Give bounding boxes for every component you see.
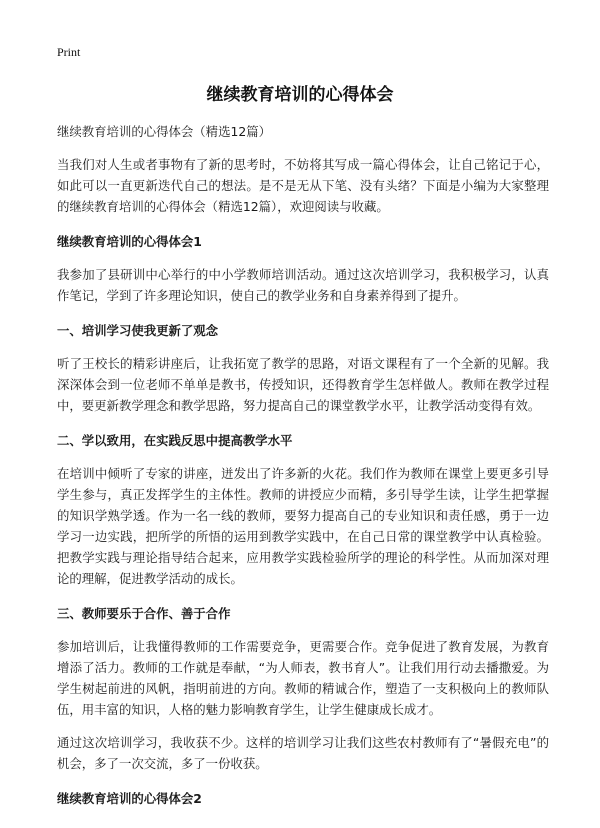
paragraph: 通过这次培训学习，我收获不少。这样的培训学习让我们这些农村教师有了“暑假充电”的机会，多了一次交流，多了一份收获。 [57,735,549,771]
point-heading: 三、教师要乐于合作、善于合作 [57,606,231,621]
section-heading: 继续教育培训的心得体会2 [57,791,202,806]
intro-paragraph: 当我们对人生或者事物有了新的思考时，不妨将其写成一篇心得体会，让自己铭记于心，如此可以一直更新迭代自己的想法。是不是无从下笔、没有头绪？下面是小编为大家整理的继续教育培训的心得体会（精选12篇），欢迎阅读与收藏。 [57,157,549,214]
point-heading: 二、学以致用，在实践反思中提高教学水平 [57,433,293,448]
print-link[interactable]: Print [57,45,81,59]
point-heading: 一、培训学习使我更新了观念 [57,323,219,338]
document-body [57,121,549,809]
section-heading: 继续教育培训的心得体会1 [57,234,202,249]
paragraph: 我参加了县研训中心举行的中小学教师培训活动。通过这次培训学习，我积极学习，认真作笔记，学到了许多理论知识，使自己的教学业务和自身素养得到了提升。 [57,267,549,303]
paragraph: 听了王校长的精彩讲座后，让我拓宽了教学的思路，对语文课程有了一个全新的见解。我深深体会到一位老师不单单是教书，传授知识，还得教育学生怎样做人。教师在教学过程中，要更新教学理念和教学思路，努力提高自己的课堂教学水平，让教学活动变得有效。 [57,356,549,413]
subtitle: 继续教育培训的心得体会（精选12篇） [57,124,272,139]
paragraph: 参加培训后，让我懂得教师的工作需要竞争，更需要合作。竞争促进了教育发展，为教育增添了活力。教师的工作就是奉献，“为人师表，教书育人”。让我们用行动去播撒爱。为学生树起前进的风帆，指明前进的方向。教师的精诚合作，塑造了一支积极向上的教师队伍，用丰富的知识，人格的魅力影响教育学生，让学生健康成长成才。 [57,639,549,717]
paragraph: 在培训中倾听了专家的讲座，迸发出了许多新的火花。我们作为教师在课堂上要更多引导学生参与，真正发挥学生的主体性。教师的讲授应少而精，多引导学生读，让学生把掌握的知识学熟学透。作为一名一线的教师，要努力提高自己的专业知识和责任感，勇于一边学习一边实践，把所学的所悟的运用到教学实践中，在自己日常的课堂教学中认真检验。把教学实践与理论指导结合起来，应用教学实践检验所学的理论的科学性。从而加深对理论的理解，促进教学活动的成长。 [57,466,549,586]
page-title: 继续教育培训的心得体会 [206,85,394,105]
